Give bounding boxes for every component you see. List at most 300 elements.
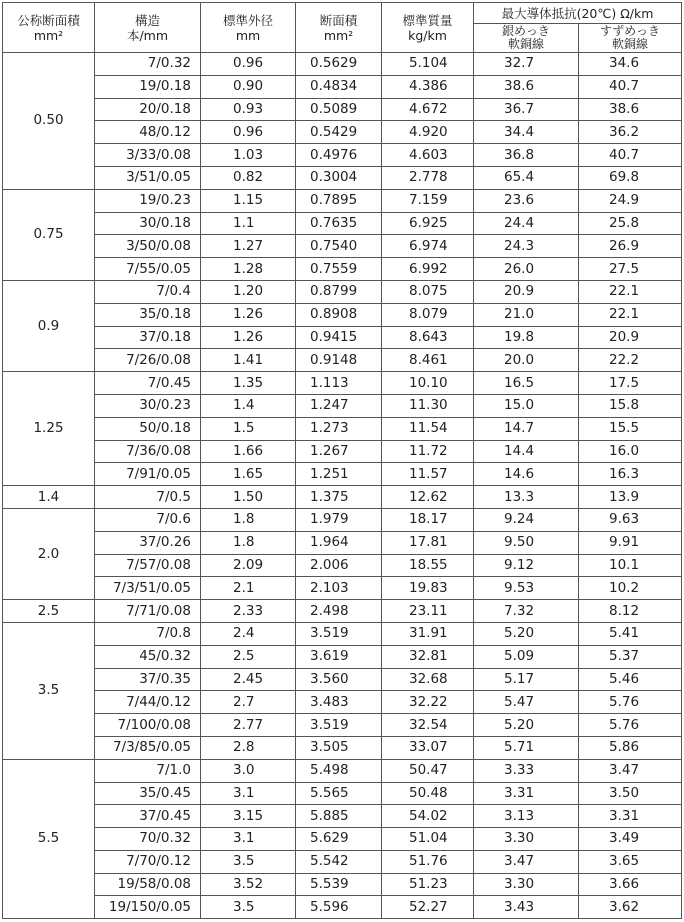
outer-diameter-cell: 1.28 (201, 258, 296, 281)
cross-section-cell: 0.7895 (296, 189, 382, 212)
tin-resistance-cell: 36.2 (579, 121, 682, 144)
structure-cell: 19/58/0.08 (95, 873, 201, 896)
outer-diameter-cell: 3.15 (201, 805, 296, 828)
structure-cell: 37/0.26 (95, 531, 201, 554)
mass-cell: 4.386 (382, 75, 474, 98)
header-tin-plated (579, 24, 682, 53)
cross-section-cell: 3.483 (296, 691, 382, 714)
mass-cell: 50.48 (382, 782, 474, 805)
tin-resistance-cell: 38.6 (579, 98, 682, 121)
outer-diameter-cell: 3.52 (201, 873, 296, 896)
mass-cell: 52.27 (382, 896, 474, 919)
table-row (3, 805, 682, 828)
header-cross-section (296, 3, 382, 53)
structure-cell: 48/0.12 (95, 121, 201, 144)
outer-diameter-cell: 2.1 (201, 577, 296, 600)
cross-section-cell: 5.629 (296, 828, 382, 851)
outer-diameter-cell: 1.15 (201, 189, 296, 212)
tin-resistance-cell: 8.12 (579, 600, 682, 623)
header-nominal-size (3, 3, 95, 53)
cross-section-cell: 1.251 (296, 463, 382, 486)
structure-cell: 30/0.18 (95, 212, 201, 235)
table-row (3, 896, 682, 919)
mass-cell: 51.23 (382, 873, 474, 896)
outer-diameter-cell: 1.8 (201, 531, 296, 554)
silver-resistance-cell: 23.6 (474, 189, 579, 212)
silver-resistance-cell: 7.32 (474, 600, 579, 623)
structure-cell: 3/51/0.05 (95, 166, 201, 189)
mass-cell: 33.07 (382, 736, 474, 759)
tin-resistance-cell: 5.76 (579, 691, 682, 714)
cross-section-cell: 3.505 (296, 736, 382, 759)
cross-section-cell: 0.9148 (296, 349, 382, 372)
outer-diameter-cell: 1.03 (201, 144, 296, 167)
cross-section-cell: 5.539 (296, 873, 382, 896)
structure-cell: 45/0.32 (95, 645, 201, 668)
cross-section-cell: 1.247 (296, 394, 382, 417)
mass-cell: 12.62 (382, 486, 474, 509)
silver-resistance-cell: 5.09 (474, 645, 579, 668)
silver-resistance-cell: 14.7 (474, 417, 579, 440)
structure-cell: 7/0.6 (95, 508, 201, 531)
mass-cell: 11.57 (382, 463, 474, 486)
mass-cell: 6.992 (382, 258, 474, 281)
silver-resistance-cell: 24.4 (474, 212, 579, 235)
silver-resistance-cell: 9.24 (474, 508, 579, 531)
nominal-size-cell: 3.5 (3, 622, 95, 759)
outer-diameter-cell: 1.50 (201, 486, 296, 509)
mass-cell: 11.54 (382, 417, 474, 440)
structure-cell: 37/0.18 (95, 326, 201, 349)
structure-cell: 37/0.35 (95, 668, 201, 691)
silver-resistance-cell: 14.4 (474, 440, 579, 463)
table-row (3, 554, 682, 577)
tin-resistance-cell: 10.2 (579, 577, 682, 600)
table-row (3, 828, 682, 851)
structure-cell: 7/91/0.05 (95, 463, 201, 486)
cross-section-cell: 3.519 (296, 714, 382, 737)
cross-section-cell: 1.964 (296, 531, 382, 554)
header-cross-section-unit: mm² (323, 27, 354, 43)
outer-diameter-cell: 1.20 (201, 280, 296, 303)
mass-cell: 23.11 (382, 600, 474, 623)
cross-section-cell: 2.006 (296, 554, 382, 577)
silver-resistance-cell: 36.7 (474, 98, 579, 121)
table-header (3, 3, 682, 53)
cross-section-cell: 0.8908 (296, 303, 382, 326)
silver-resistance-cell: 5.17 (474, 668, 579, 691)
tin-resistance-cell: 26.9 (579, 235, 682, 258)
structure-cell: 7/71/0.08 (95, 600, 201, 623)
header-structure-unit: 本/mm (126, 27, 169, 43)
structure-cell: 3/50/0.08 (95, 235, 201, 258)
table-row (3, 691, 682, 714)
mass-cell: 5.104 (382, 53, 474, 76)
structure-cell: 70/0.32 (95, 828, 201, 851)
structure-cell: 7/26/0.08 (95, 349, 201, 372)
mass-cell: 8.079 (382, 303, 474, 326)
table-row (3, 531, 682, 554)
outer-diameter-cell: 0.90 (201, 75, 296, 98)
table-row (3, 440, 682, 463)
outer-diameter-cell: 2.8 (201, 736, 296, 759)
outer-diameter-cell: 1.26 (201, 303, 296, 326)
header-structure (95, 3, 201, 53)
structure-cell: 7/0.5 (95, 486, 201, 509)
table-row (3, 508, 682, 531)
table-row (3, 486, 682, 509)
cross-section-cell: 5.885 (296, 805, 382, 828)
header-nominal-size-unit: mm² (33, 27, 64, 43)
outer-diameter-cell: 3.1 (201, 782, 296, 805)
mass-cell: 19.83 (382, 577, 474, 600)
silver-resistance-cell: 13.3 (474, 486, 579, 509)
tin-resistance-cell: 15.8 (579, 394, 682, 417)
cross-section-cell: 1.267 (296, 440, 382, 463)
tin-resistance-cell: 22.1 (579, 280, 682, 303)
tin-resistance-cell: 9.63 (579, 508, 682, 531)
table-row (3, 235, 682, 258)
table-row (3, 75, 682, 98)
tin-resistance-cell: 3.31 (579, 805, 682, 828)
mass-cell: 18.17 (382, 508, 474, 531)
silver-resistance-cell: 9.12 (474, 554, 579, 577)
tin-resistance-cell: 5.86 (579, 736, 682, 759)
mass-cell: 4.672 (382, 98, 474, 121)
outer-diameter-cell: 1.5 (201, 417, 296, 440)
silver-resistance-cell: 3.30 (474, 828, 579, 851)
mass-cell: 6.974 (382, 235, 474, 258)
structure-cell: 7/0.45 (95, 372, 201, 395)
tin-resistance-cell: 27.5 (579, 258, 682, 281)
mass-cell: 31.91 (382, 622, 474, 645)
mass-cell: 4.603 (382, 144, 474, 167)
silver-resistance-cell: 34.4 (474, 121, 579, 144)
cross-section-cell: 1.375 (296, 486, 382, 509)
structure-cell: 7/0.4 (95, 280, 201, 303)
structure-cell: 19/0.23 (95, 189, 201, 212)
cross-section-cell: 0.5629 (296, 53, 382, 76)
cross-section-cell: 0.3004 (296, 166, 382, 189)
cross-section-cell: 5.542 (296, 850, 382, 873)
silver-resistance-cell: 3.13 (474, 805, 579, 828)
outer-diameter-cell: 2.7 (201, 691, 296, 714)
tin-resistance-cell: 3.62 (579, 896, 682, 919)
tin-resistance-cell: 10.1 (579, 554, 682, 577)
outer-diameter-cell: 1.65 (201, 463, 296, 486)
cross-section-cell: 3.560 (296, 668, 382, 691)
mass-cell: 11.72 (382, 440, 474, 463)
table-row (3, 189, 682, 212)
silver-resistance-cell: 5.20 (474, 622, 579, 645)
header-silver-plated-line2: 軟銅線 (507, 37, 544, 51)
cross-section-cell: 1.113 (296, 372, 382, 395)
outer-diameter-cell: 1.4 (201, 394, 296, 417)
silver-resistance-cell: 16.5 (474, 372, 579, 395)
header-outer-diameter-unit: mm (235, 27, 261, 43)
table-row (3, 394, 682, 417)
table-row (3, 622, 682, 645)
structure-cell: 30/0.23 (95, 394, 201, 417)
outer-diameter-cell: 0.96 (201, 53, 296, 76)
outer-diameter-cell: 2.4 (201, 622, 296, 645)
structure-cell: 7/57/0.08 (95, 554, 201, 577)
nominal-size-cell: 0.9 (3, 280, 95, 371)
silver-resistance-cell: 38.6 (474, 75, 579, 98)
tin-resistance-cell: 24.9 (579, 189, 682, 212)
table-row (3, 349, 682, 372)
silver-resistance-cell: 9.50 (474, 531, 579, 554)
silver-resistance-cell: 26.0 (474, 258, 579, 281)
header-tin-plated-line1: すずめっき (600, 24, 661, 38)
table-row (3, 577, 682, 600)
tin-resistance-cell: 3.47 (579, 759, 682, 782)
silver-resistance-cell: 24.3 (474, 235, 579, 258)
structure-cell: 3/33/0.08 (95, 144, 201, 167)
silver-resistance-cell: 5.71 (474, 736, 579, 759)
table-row (3, 645, 682, 668)
outer-diameter-cell: 3.0 (201, 759, 296, 782)
outer-diameter-cell: 3.5 (201, 896, 296, 919)
table-row (3, 98, 682, 121)
tin-resistance-cell: 22.2 (579, 349, 682, 372)
tin-resistance-cell: 9.91 (579, 531, 682, 554)
table-row (3, 736, 682, 759)
cross-section-cell: 2.103 (296, 577, 382, 600)
table-row (3, 326, 682, 349)
structure-cell: 7/100/0.08 (95, 714, 201, 737)
mass-cell: 10.10 (382, 372, 474, 395)
nominal-size-cell: 0.75 (3, 189, 95, 280)
structure-cell: 35/0.18 (95, 303, 201, 326)
tin-resistance-cell: 3.49 (579, 828, 682, 851)
structure-cell: 19/0.18 (95, 75, 201, 98)
cross-section-cell: 5.498 (296, 759, 382, 782)
tin-resistance-cell: 3.50 (579, 782, 682, 805)
cross-section-cell: 0.5089 (296, 98, 382, 121)
table-body (3, 53, 682, 919)
table-row (3, 600, 682, 623)
mass-cell: 32.68 (382, 668, 474, 691)
mass-cell: 51.76 (382, 850, 474, 873)
cross-section-cell: 0.4834 (296, 75, 382, 98)
nominal-size-cell: 1.25 (3, 372, 95, 486)
outer-diameter-cell: 0.82 (201, 166, 296, 189)
header-max-resistance: 最大導体抵抗(20℃) Ω/km (474, 3, 682, 24)
silver-resistance-cell: 15.0 (474, 394, 579, 417)
header-outer-diameter (201, 3, 296, 53)
cross-section-cell: 5.596 (296, 896, 382, 919)
table-row (3, 372, 682, 395)
wire-spec-table (2, 2, 682, 919)
nominal-size-cell: 5.5 (3, 759, 95, 919)
mass-cell: 54.02 (382, 805, 474, 828)
outer-diameter-cell: 1.66 (201, 440, 296, 463)
silver-resistance-cell: 3.43 (474, 896, 579, 919)
silver-resistance-cell: 19.8 (474, 326, 579, 349)
mass-cell: 4.920 (382, 121, 474, 144)
header-silver-plated (474, 24, 579, 53)
header-tin-plated-line2: 軟銅線 (612, 37, 649, 51)
mass-cell: 8.643 (382, 326, 474, 349)
tin-resistance-cell: 5.76 (579, 714, 682, 737)
mass-cell: 50.47 (382, 759, 474, 782)
silver-resistance-cell: 9.53 (474, 577, 579, 600)
tin-resistance-cell: 22.1 (579, 303, 682, 326)
header-structure-label: 構造 (134, 12, 160, 28)
silver-resistance-cell: 36.8 (474, 144, 579, 167)
table-row (3, 850, 682, 873)
structure-cell: 19/150/0.05 (95, 896, 201, 919)
tin-resistance-cell: 40.7 (579, 144, 682, 167)
structure-cell: 7/55/0.05 (95, 258, 201, 281)
structure-cell: 7/44/0.12 (95, 691, 201, 714)
tin-resistance-cell: 3.66 (579, 873, 682, 896)
silver-resistance-cell: 3.31 (474, 782, 579, 805)
silver-resistance-cell: 20.0 (474, 349, 579, 372)
cross-section-cell: 0.9415 (296, 326, 382, 349)
header-mass-unit: kg/km (408, 27, 447, 43)
silver-resistance-cell: 3.33 (474, 759, 579, 782)
outer-diameter-cell: 2.77 (201, 714, 296, 737)
structure-cell: 37/0.45 (95, 805, 201, 828)
table-row (3, 258, 682, 281)
table-row (3, 714, 682, 737)
mass-cell: 7.159 (382, 189, 474, 212)
table-row (3, 668, 682, 691)
cross-section-cell: 1.273 (296, 417, 382, 440)
outer-diameter-cell: 2.33 (201, 600, 296, 623)
tin-resistance-cell: 13.9 (579, 486, 682, 509)
table-row (3, 144, 682, 167)
outer-diameter-cell: 3.1 (201, 828, 296, 851)
silver-resistance-cell: 21.0 (474, 303, 579, 326)
outer-diameter-cell: 1.8 (201, 508, 296, 531)
tin-resistance-cell: 15.5 (579, 417, 682, 440)
header-mass (382, 3, 474, 53)
table-row (3, 463, 682, 486)
silver-resistance-cell: 5.47 (474, 691, 579, 714)
cross-section-cell: 5.565 (296, 782, 382, 805)
header-cross-section-label: 断面積 (319, 12, 358, 28)
header-nominal-size-label: 公称断面積 (17, 12, 80, 28)
mass-cell: 2.778 (382, 166, 474, 189)
mass-cell: 8.461 (382, 349, 474, 372)
table-row (3, 121, 682, 144)
cross-section-cell: 3.619 (296, 645, 382, 668)
header-silver-plated-line1: 銀めっき (502, 24, 550, 38)
cross-section-cell: 0.7635 (296, 212, 382, 235)
tin-resistance-cell: 3.65 (579, 850, 682, 873)
cross-section-cell: 0.7559 (296, 258, 382, 281)
structure-cell: 7/3/85/0.05 (95, 736, 201, 759)
outer-diameter-cell: 1.26 (201, 326, 296, 349)
cross-section-cell: 0.5429 (296, 121, 382, 144)
table-row (3, 873, 682, 896)
table-row (3, 53, 682, 76)
mass-cell: 51.04 (382, 828, 474, 851)
header-outer-diameter-label: 標準外径 (222, 12, 273, 28)
table-row (3, 782, 682, 805)
tin-resistance-cell: 5.46 (579, 668, 682, 691)
nominal-size-cell: 0.50 (3, 53, 95, 190)
nominal-size-cell: 2.5 (3, 600, 95, 623)
mass-cell: 18.55 (382, 554, 474, 577)
outer-diameter-cell: 0.93 (201, 98, 296, 121)
tin-resistance-cell: 17.5 (579, 372, 682, 395)
tin-resistance-cell: 34.6 (579, 53, 682, 76)
table-row (3, 759, 682, 782)
outer-diameter-cell: 2.5 (201, 645, 296, 668)
table-row (3, 303, 682, 326)
structure-cell: 7/3/51/0.05 (95, 577, 201, 600)
structure-cell: 7/0.32 (95, 53, 201, 76)
silver-resistance-cell: 3.30 (474, 873, 579, 896)
outer-diameter-cell: 2.09 (201, 554, 296, 577)
tin-resistance-cell: 40.7 (579, 75, 682, 98)
tin-resistance-cell: 69.8 (579, 166, 682, 189)
mass-cell: 32.22 (382, 691, 474, 714)
structure-cell: 35/0.45 (95, 782, 201, 805)
tin-resistance-cell: 16.0 (579, 440, 682, 463)
structure-cell: 50/0.18 (95, 417, 201, 440)
structure-cell: 7/70/0.12 (95, 850, 201, 873)
cross-section-cell: 3.519 (296, 622, 382, 645)
mass-cell: 32.81 (382, 645, 474, 668)
cross-section-cell: 0.7540 (296, 235, 382, 258)
structure-cell: 7/1.0 (95, 759, 201, 782)
silver-resistance-cell: 14.6 (474, 463, 579, 486)
nominal-size-cell: 1.4 (3, 486, 95, 509)
outer-diameter-cell: 1.27 (201, 235, 296, 258)
cross-section-cell: 0.4976 (296, 144, 382, 167)
mass-cell: 17.81 (382, 531, 474, 554)
cross-section-cell: 2.498 (296, 600, 382, 623)
tin-resistance-cell: 20.9 (579, 326, 682, 349)
silver-resistance-cell: 5.20 (474, 714, 579, 737)
silver-resistance-cell: 3.47 (474, 850, 579, 873)
tin-resistance-cell: 5.41 (579, 622, 682, 645)
mass-cell: 8.075 (382, 280, 474, 303)
mass-cell: 32.54 (382, 714, 474, 737)
outer-diameter-cell: 3.5 (201, 850, 296, 873)
outer-diameter-cell: 1.1 (201, 212, 296, 235)
nominal-size-cell: 2.0 (3, 508, 95, 599)
tin-resistance-cell: 16.3 (579, 463, 682, 486)
header-mass-label: 標準質量 (402, 12, 453, 28)
outer-diameter-cell: 1.41 (201, 349, 296, 372)
outer-diameter-cell: 1.35 (201, 372, 296, 395)
structure-cell: 7/36/0.08 (95, 440, 201, 463)
tin-resistance-cell: 25.8 (579, 212, 682, 235)
table-row (3, 417, 682, 440)
mass-cell: 6.925 (382, 212, 474, 235)
tin-resistance-cell: 5.37 (579, 645, 682, 668)
table-row (3, 166, 682, 189)
cross-section-cell: 1.979 (296, 508, 382, 531)
structure-cell: 20/0.18 (95, 98, 201, 121)
outer-diameter-cell: 2.45 (201, 668, 296, 691)
silver-resistance-cell: 32.7 (474, 53, 579, 76)
silver-resistance-cell: 20.9 (474, 280, 579, 303)
cross-section-cell: 0.8799 (296, 280, 382, 303)
structure-cell: 7/0.8 (95, 622, 201, 645)
table-row (3, 280, 682, 303)
mass-cell: 11.30 (382, 394, 474, 417)
silver-resistance-cell: 65.4 (474, 166, 579, 189)
outer-diameter-cell: 0.96 (201, 121, 296, 144)
table-row (3, 212, 682, 235)
